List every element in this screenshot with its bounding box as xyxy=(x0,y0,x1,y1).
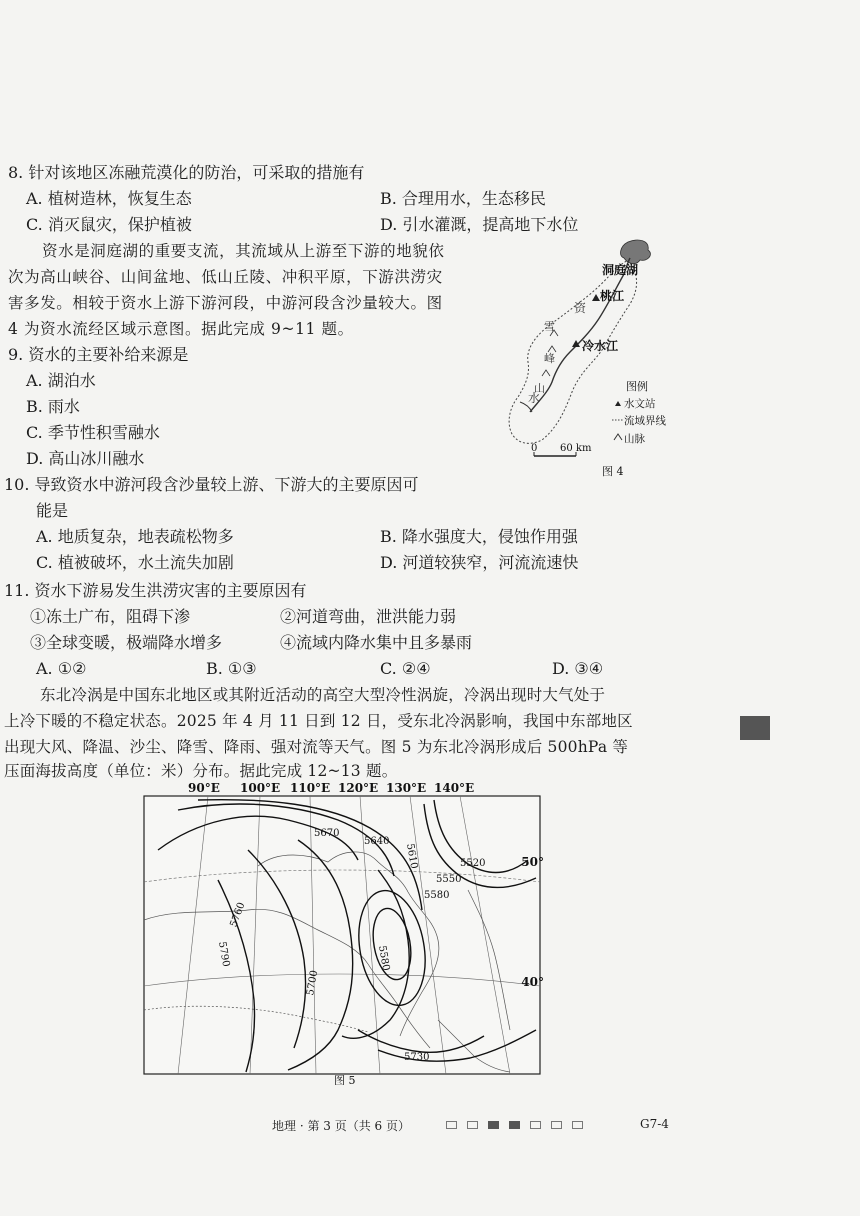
scale-zero: 0 xyxy=(531,443,538,454)
lat-label: 50° xyxy=(521,855,544,869)
q10-stem: 10. 导致资水中游河段含沙量较上游、下游大的主要原因可 xyxy=(4,475,419,494)
scale-value: 60 km xyxy=(560,443,592,454)
river-label-char: 资 xyxy=(574,301,587,315)
passage2-line: 东北冷涡是中国东北地区或其附近活动的高空大型冷性涡旋，冷涡出现时大气处于 xyxy=(40,686,606,704)
passage2-line: 上冷下暖的不稳定状态。2025 年 4 月 11 日到 12 日，受东北冷涡影响，我国中东部地区 xyxy=(4,712,633,730)
footer-mark xyxy=(488,1121,499,1129)
figure-5-caption: 图 5 xyxy=(334,1074,356,1085)
q9-stem: 9. 资水的主要补给来源是 xyxy=(8,345,189,364)
mountain-label-char: 雪 xyxy=(544,320,555,333)
lon-label: 140°E xyxy=(434,781,475,795)
q8-option-b: B. 合理用水，生态移民 xyxy=(380,189,546,208)
footer-page: 地理 · 第 3 页（共 6 页） xyxy=(272,1119,410,1133)
q10-option-d: D. 河道较狭窄，河流流速快 xyxy=(380,553,579,572)
q8-option-c: C. 消灭鼠灾，保护植被 xyxy=(26,215,192,234)
q9-option-d: D. 高山冰川融水 xyxy=(26,449,145,468)
figure-4-caption: 图 4 xyxy=(602,465,624,478)
contour-label: 5730 xyxy=(404,1052,430,1063)
lon-label: 120°E xyxy=(338,781,379,795)
legend-title: 图例 xyxy=(626,380,648,393)
contour-label: 5790 xyxy=(216,940,232,968)
q10-option-a: A. 地质复杂，地表疏松物多 xyxy=(36,527,234,546)
passage1-line: 次为高山峡谷、山间盆地、低山丘陵、冲积平原，下游洪涝灾 xyxy=(8,268,443,286)
station-marker-taojiang xyxy=(592,294,600,301)
footer-marks xyxy=(446,1121,583,1129)
q11-option-c: C. ②④ xyxy=(380,659,431,678)
lon-label: 90°E xyxy=(188,781,220,795)
footer-mark xyxy=(530,1121,541,1129)
contour-label: 5580 xyxy=(376,944,392,972)
legend-boundary-label: 流域界线 xyxy=(624,415,666,427)
dongting-lake xyxy=(621,240,651,264)
figure-4-map xyxy=(490,232,690,482)
legend-mountain-icon xyxy=(614,434,622,440)
q8-stem: 8. 针对该地区冻融荒漠化的防治，可采取的措施有 xyxy=(8,163,365,182)
lon-label: 100°E xyxy=(240,781,281,795)
zishui-river xyxy=(530,258,630,412)
contour-label: 5700 xyxy=(305,969,321,997)
contour-label: 5760 xyxy=(228,900,248,929)
contour-label: 5610 xyxy=(404,842,420,870)
contour-label: 5520 xyxy=(460,858,486,869)
contour-label: 5550 xyxy=(436,874,462,885)
footer-mark xyxy=(509,1121,520,1129)
passage1-line: 资水是洞庭湖的重要支流，其流域从上游至下游的地貌依 xyxy=(42,242,445,260)
lat-label: 40° xyxy=(521,975,544,989)
q9-option-b: B. 雨水 xyxy=(26,397,80,416)
legend-station-label: 水文站 xyxy=(624,398,656,410)
legend-mountain-label: 山脉 xyxy=(624,433,645,445)
q11-option-a: A. ①② xyxy=(36,659,87,678)
contour-label: 5670 xyxy=(314,828,340,839)
lon-label: 110°E xyxy=(290,781,331,795)
page-index-tab xyxy=(740,716,770,740)
footer-mark xyxy=(551,1121,562,1129)
q11-statement-3: ③全球变暖，极端降水增多 xyxy=(30,633,223,652)
station-label-lengshuijiang: 冷水江 xyxy=(582,339,619,353)
q11-stem: 11. 资水下游易发生洪涝灾害的主要原因有 xyxy=(4,581,307,600)
contour-label: 5580 xyxy=(424,890,450,901)
footer-mark xyxy=(446,1121,457,1129)
q11-statement-2: ②河道弯曲，泄洪能力弱 xyxy=(280,607,457,626)
contour-label: 5640 xyxy=(364,836,390,847)
q9-option-c: C. 季节性积雪融水 xyxy=(26,423,160,442)
footer-mark xyxy=(572,1121,583,1129)
q11-option-b: B. ①③ xyxy=(206,659,257,678)
q11-statement-4: ④流域内降水集中且多暴雨 xyxy=(280,633,473,652)
q8-option-a: A. 植树造林，恢复生态 xyxy=(26,189,192,208)
passage2-line: 出现大风、降温、沙尘、降雪、降雨、强对流等天气。图 5 为东北冷涡形成后 500hPa 等 xyxy=(4,738,629,756)
q11-statement-1: ①冻土广布，阻碍下渗 xyxy=(30,607,191,626)
passage2-line: 压面海拔高度（单位：米）分布。据此完成 12~13 题。 xyxy=(4,762,398,780)
footer-code: G7-4 xyxy=(640,1117,669,1131)
q9-option-a: A. 湖泊水 xyxy=(26,371,96,390)
station-label-taojiang: 桃江 xyxy=(600,289,625,303)
passage1-line: 害多发。相较于资水上游下游河段，中游河段含沙量较大。图 xyxy=(8,294,443,312)
figure-5-map xyxy=(138,780,548,1085)
q10-stem-cont: 能是 xyxy=(36,501,69,520)
q10-option-c: C. 植被破坏，水土流失加剧 xyxy=(36,553,234,572)
mountain-label-char: 山 xyxy=(534,382,545,395)
footer-mark xyxy=(467,1121,478,1129)
legend-station-icon xyxy=(615,401,621,406)
passage1-line: 4 为资水流经区域示意图。据此完成 9~11 题。 xyxy=(8,320,354,338)
q8-option-d: D. 引水灌溉，提高地下水位 xyxy=(380,215,579,234)
river-label-char: 水 xyxy=(528,391,541,405)
mountain-label-char: 峰 xyxy=(544,352,555,365)
lon-label: 130°E xyxy=(386,781,427,795)
q10-option-b: B. 降水强度大，侵蚀作用强 xyxy=(380,527,578,546)
q11-option-d: D. ③④ xyxy=(552,659,604,678)
lake-label: 洞庭湖 xyxy=(602,263,639,277)
